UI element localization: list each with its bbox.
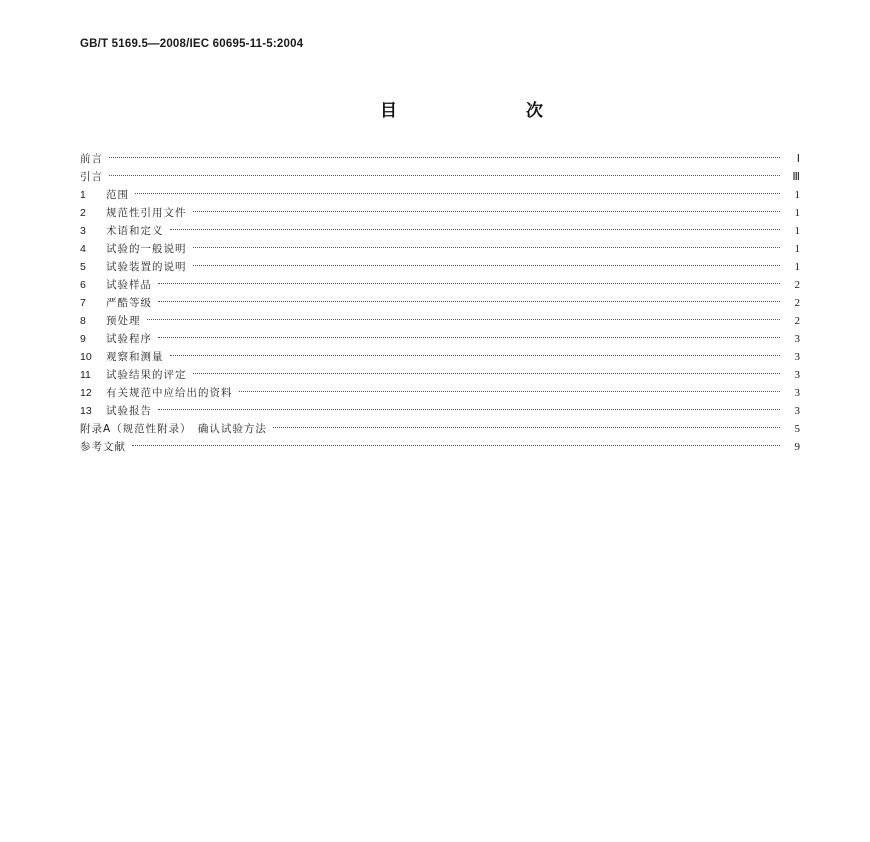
dot-leader	[109, 175, 780, 176]
toc-entry[interactable]	[80, 438, 800, 456]
dot-leader	[109, 157, 780, 158]
dot-leader	[158, 283, 780, 284]
toc-entry-page: 3	[794, 351, 800, 363]
dot-leader	[158, 409, 780, 410]
toc-entry-label: 试验结果的评定	[106, 369, 187, 381]
toc-entry-page: 1	[794, 243, 800, 255]
toc-entry-number: 9	[80, 333, 86, 345]
toc-entry-number: 8	[80, 315, 86, 327]
toc-entry-page: 9	[794, 441, 800, 453]
dot-leader	[170, 355, 781, 356]
standard-number-header: GB/T 5169.5—2008/IEC 60695-11-5:2004	[80, 38, 304, 50]
toc-entry[interactable]	[80, 348, 800, 366]
toc-entry-label: 参考文献	[80, 441, 126, 453]
toc-entry[interactable]	[80, 168, 800, 186]
toc-entry-page: 1	[794, 189, 800, 201]
toc-entry[interactable]	[80, 330, 800, 348]
toc-entry-label: 试验程序	[106, 333, 152, 345]
dot-leader	[158, 337, 780, 338]
toc-entry-page: 3	[794, 387, 800, 399]
toc-entry-number: 10	[80, 351, 92, 363]
dot-leader	[170, 229, 781, 230]
dot-leader	[193, 211, 781, 212]
toc-entry-label: 规范性引用文件	[106, 207, 187, 219]
toc-entry-number: 12	[80, 387, 92, 399]
toc-entry[interactable]	[80, 258, 800, 276]
dot-leader	[193, 373, 781, 374]
toc-entry[interactable]	[80, 186, 800, 204]
toc-entry[interactable]	[80, 312, 800, 330]
toc-entry-label: 试验样品	[106, 279, 152, 291]
toc-entry[interactable]	[80, 150, 800, 168]
toc-entry-page: 2	[794, 279, 800, 291]
toc-entry-label: 严酷等级	[106, 297, 152, 309]
toc-entry[interactable]	[80, 420, 800, 438]
toc-entry-label: 试验的一般说明	[106, 243, 187, 255]
toc-entry-page: 3	[794, 369, 800, 381]
toc-entry-page: 2	[794, 297, 800, 309]
toc-entry-label: 引言	[80, 171, 103, 183]
toc-entry-number: 11	[80, 369, 91, 381]
toc-entry-number: 13	[80, 405, 92, 417]
toc-entry-page: 3	[794, 405, 800, 417]
dot-leader	[147, 319, 781, 320]
toc-entry-label: 前言	[80, 153, 103, 165]
toc-entry[interactable]	[80, 366, 800, 384]
toc-entry-label: 有关规范中应给出的资料	[106, 387, 233, 399]
toc-entry[interactable]	[80, 384, 800, 402]
toc-entry-page: 5	[794, 423, 800, 435]
toc-entry-label: 范围	[106, 189, 129, 201]
toc-entry-page: 1	[794, 261, 800, 273]
toc-entry-label: 试验报告	[106, 405, 152, 417]
toc-entry-number: 1	[80, 189, 86, 201]
toc-entry-number: 3	[80, 225, 86, 237]
toc-entry-label: 观察和测量	[106, 351, 164, 363]
toc-entry-label: 术语和定义	[106, 225, 164, 237]
toc-entry-page: 1	[794, 225, 800, 237]
toc-entry-page: 3	[794, 333, 800, 345]
dot-leader	[273, 427, 780, 428]
toc-entry-number: 4	[80, 243, 86, 255]
toc-entry[interactable]	[80, 276, 800, 294]
toc-entry-label: 附录A（规范性附录） 确认试验方法	[80, 423, 267, 435]
toc-entry[interactable]	[80, 222, 800, 240]
toc-entry[interactable]	[80, 240, 800, 258]
dot-leader	[132, 445, 780, 446]
toc-entry-number: 7	[80, 297, 86, 309]
toc-entry-label: 预处理	[106, 315, 141, 327]
toc-entry-number: 2	[80, 207, 86, 219]
toc-entry-number: 5	[80, 261, 86, 273]
dot-leader	[193, 247, 781, 248]
dot-leader	[193, 265, 781, 266]
toc-entry-label: 试验装置的说明	[106, 261, 187, 273]
toc-entry[interactable]	[80, 204, 800, 222]
toc-entry-number: 6	[80, 279, 86, 291]
dot-leader	[158, 301, 780, 302]
toc-entry-page: Ⅰ	[796, 153, 800, 165]
dot-leader	[135, 193, 780, 194]
dot-leader	[239, 391, 781, 392]
toc-entry-page: 1	[794, 207, 800, 219]
toc-entry[interactable]	[80, 294, 800, 312]
toc-title: 目 次	[380, 101, 599, 121]
toc-entry-page: 2	[794, 315, 800, 327]
toc-entry-page: Ⅲ	[792, 171, 800, 183]
toc-entry[interactable]	[80, 402, 800, 420]
table-of-contents	[80, 150, 800, 456]
